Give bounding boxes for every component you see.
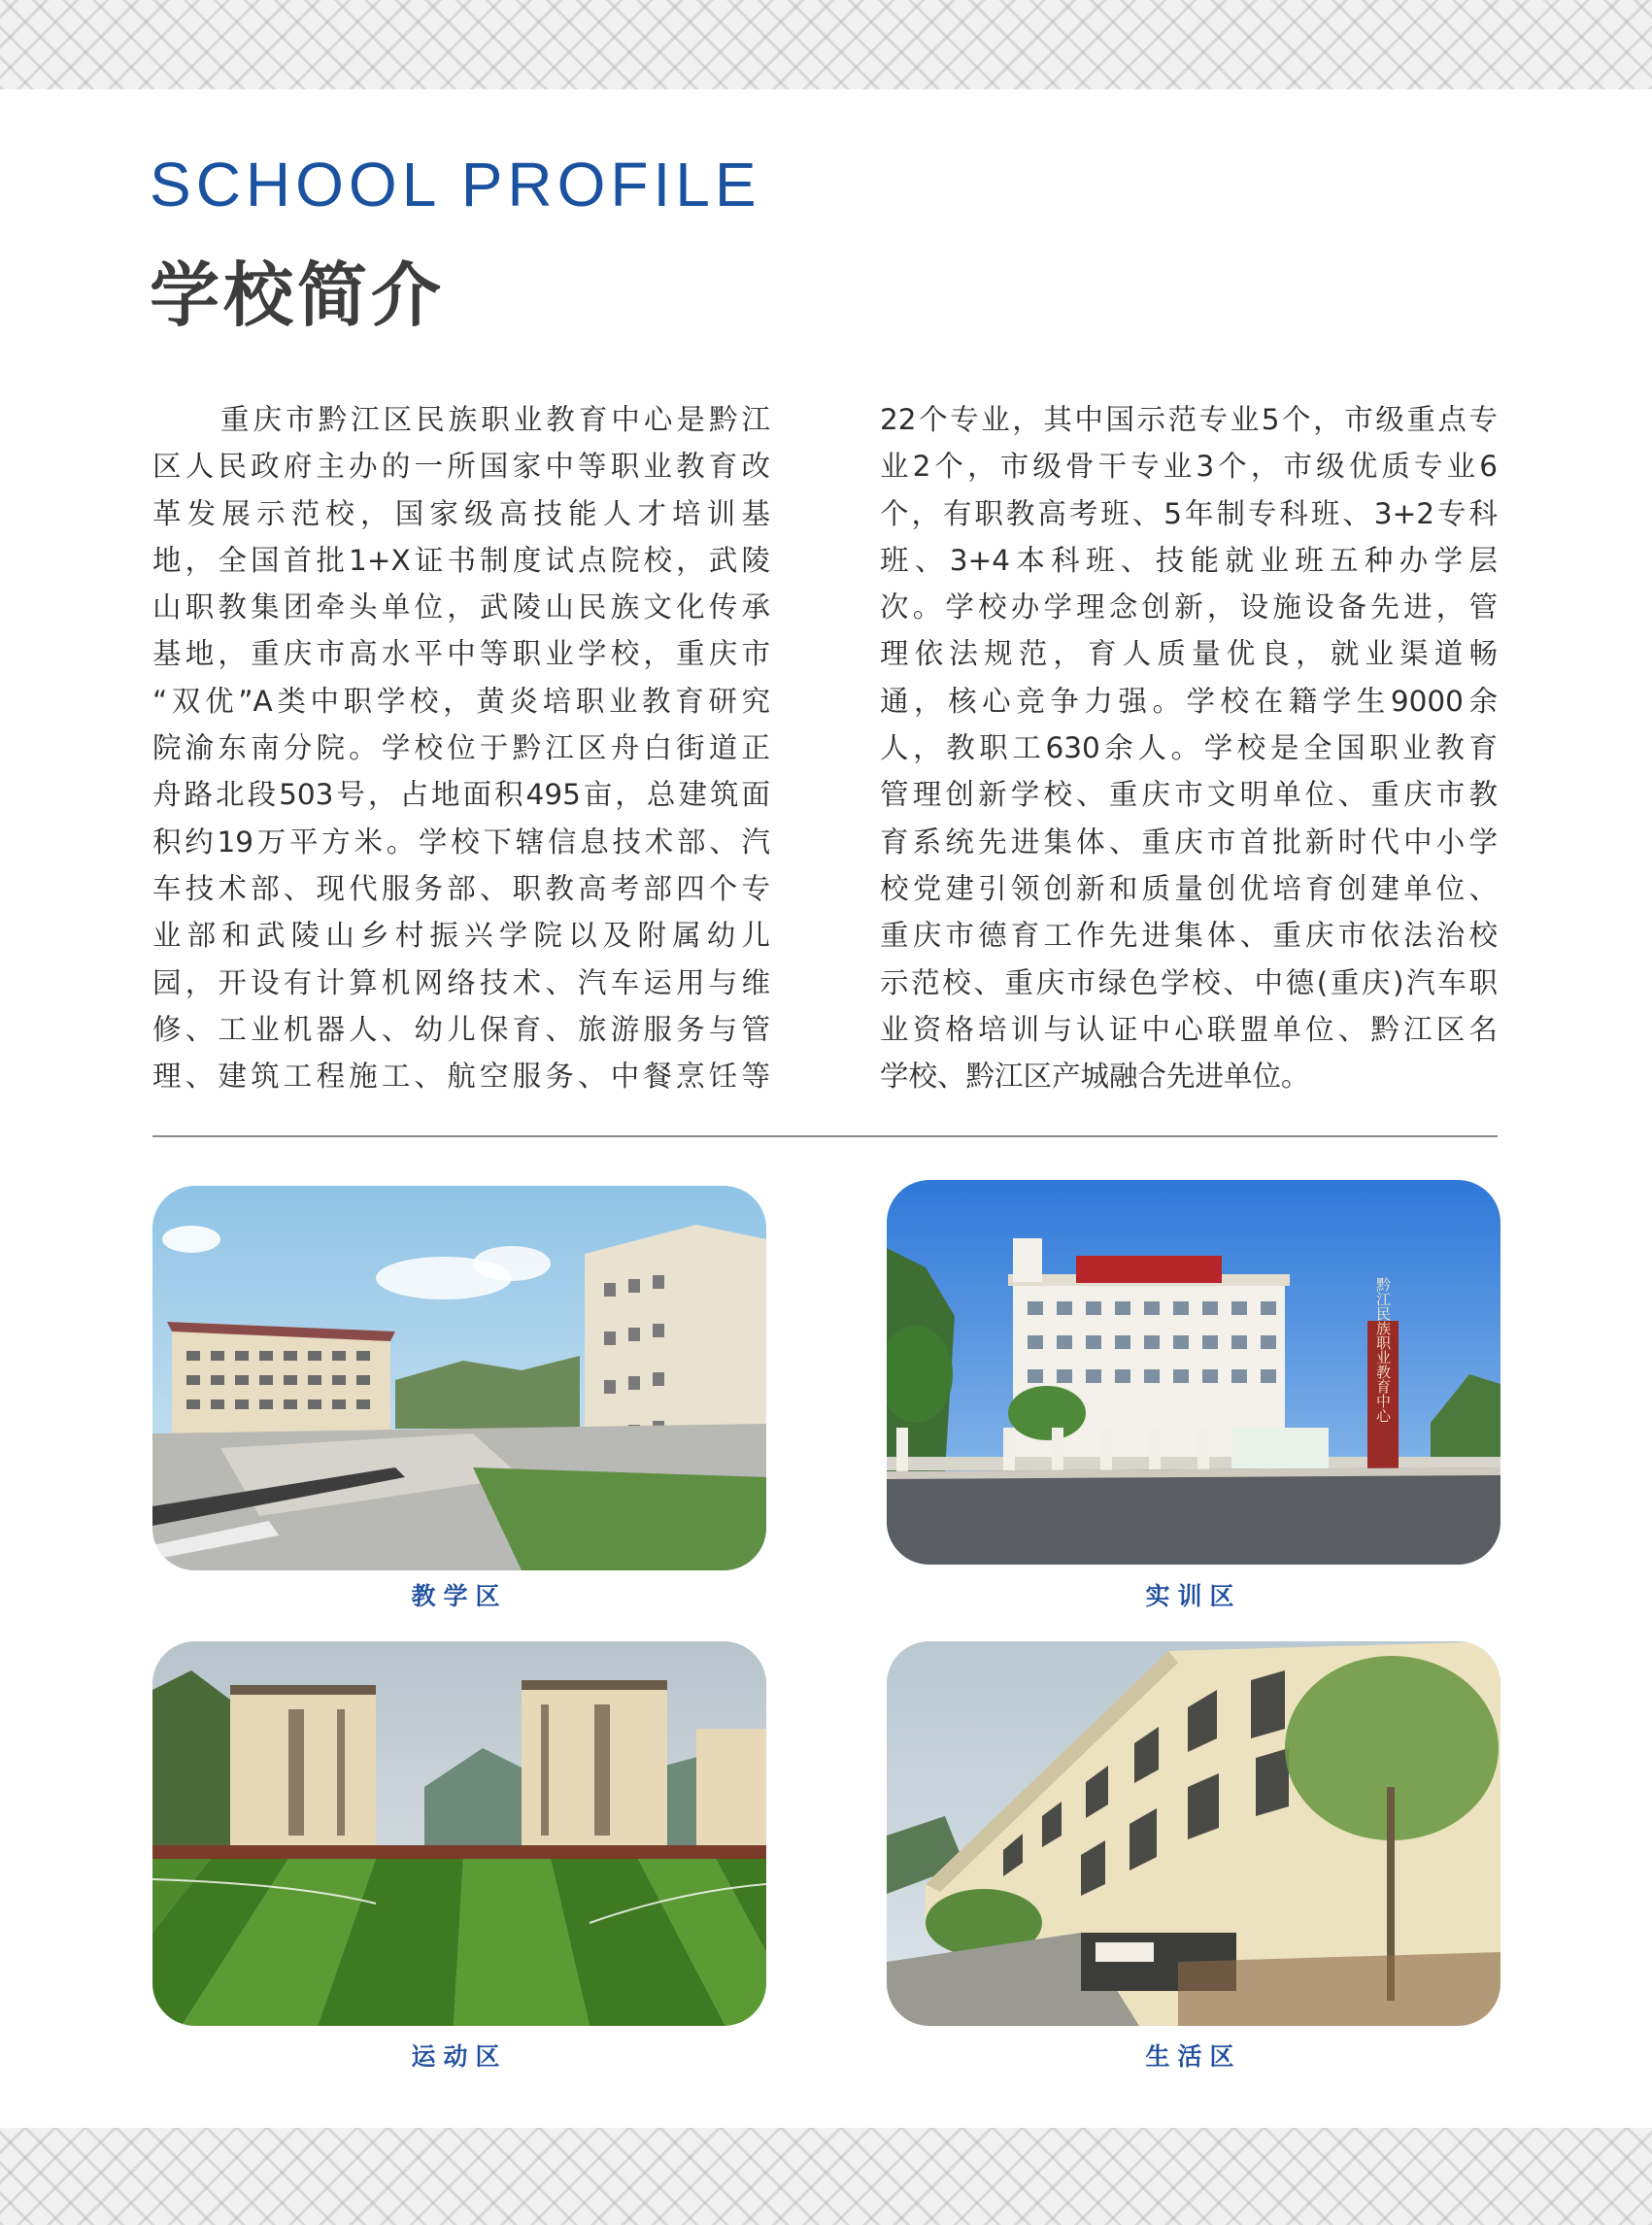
text-line: 示范校、重庆市绿色学校、中德(重庆)汽车职 [880,965,1498,999]
caption-training-area: 实训区 [1145,1582,1242,1610]
text-line: 园，开设有计算机网络技术、汽车运用与维 [152,965,770,999]
text-line: 个，有职教高考班、5年制专科班、3+2专科 [880,496,1498,530]
text-line: 理依法规范，育人质量优良，就业渠道畅 [880,637,1498,671]
caption-living-area: 生活区 [1145,2042,1242,2071]
section-title-english: SCHOOL PROFILE [150,150,761,219]
text-line: 理、建筑工程施工、航空服务、中餐烹饪等 [152,1060,770,1094]
text-line: 业资格培训与认证中心联盟单位、黔江区名 [880,1012,1498,1046]
text-line: 校党建引领创新和质量创优培育创建单位、 [880,871,1498,905]
caption-sports-area: 运动区 [411,2042,508,2071]
text-line: 山职教集团牵头单位，武陵山民族文化传承 [152,590,770,624]
text-line: 修、工业机器人、幼儿保育、旅游服务与管 [152,1012,770,1046]
text-line: 重庆市德育工作先进集体、重庆市依法治校 [880,919,1498,953]
photo-sports-area [152,1641,766,2026]
photo-living-area [887,1641,1500,2026]
text-line: 院渝东南分院。学校位于黔江区舟白街道正 [152,731,770,765]
text-line: 积约19万平方米。学校下辖信息技术部、汽 [152,825,770,859]
photo-teaching-area [152,1186,766,1570]
decorative-pattern-band-bottom [0,2128,1652,2225]
text-line: 22个专业，其中国示范专业5个，市级重点专 [880,403,1498,436]
decorative-pattern-band-top [0,0,1652,89]
text-line: “双优”A类中职学校，黄炎培职业教育研究 [152,684,770,718]
section-divider [152,1135,1498,1137]
text-line: 通，核心竞争力强。学校在籍学生9000余 [880,684,1498,718]
section-title-chinese: 学校简介 [150,254,446,336]
text-line: 区人民政府主办的一所国家中等职业教育改 [152,450,770,484]
text-line: 基地，重庆市高水平中等职业学校，重庆市 [152,637,770,671]
text-line: 地，全国首批1+X证书制度试点院校，武陵 [152,543,770,577]
text-line: 班、3+4本科班、技能就业班五种办学层 [880,543,1498,577]
text-line: 次。学校办学理念创新，设施设备先进，管 [880,590,1498,624]
text-line: 业部和武陵山乡村振兴学院以及附属幼儿 [152,919,770,953]
text-line: 革发展示范校，国家级高技能人才培训基 [152,496,770,530]
text-line: 学校、黔江区产城融合先进单位。 [880,1060,1310,1094]
caption-teaching-area: 教学区 [411,1582,508,1610]
intro-text-column-left [152,396,770,1099]
text-line: 育系统先进集体、重庆市首批新时代中小学 [880,825,1498,859]
text-line: 人，教职工630余人。学校是全国职业教育 [880,731,1498,765]
photo-training-area [887,1180,1500,1565]
intro-text-column-right [880,396,1498,1099]
text-line: 重庆市黔江区民族职业教育中心是黔江 [220,403,770,436]
text-line: 业2个，市级骨干专业3个，市级优质专业6 [880,450,1498,484]
text-line: 车技术部、现代服务部、职教高考部四个专 [152,871,770,905]
signboard-text: 黔江民族职业教育中心 [1374,1277,1392,1423]
text-line: 管理创新学校、重庆市文明单位、重庆市教 [880,778,1498,812]
text-line: 舟路北段503号，占地面积495亩，总建筑面 [152,778,770,812]
